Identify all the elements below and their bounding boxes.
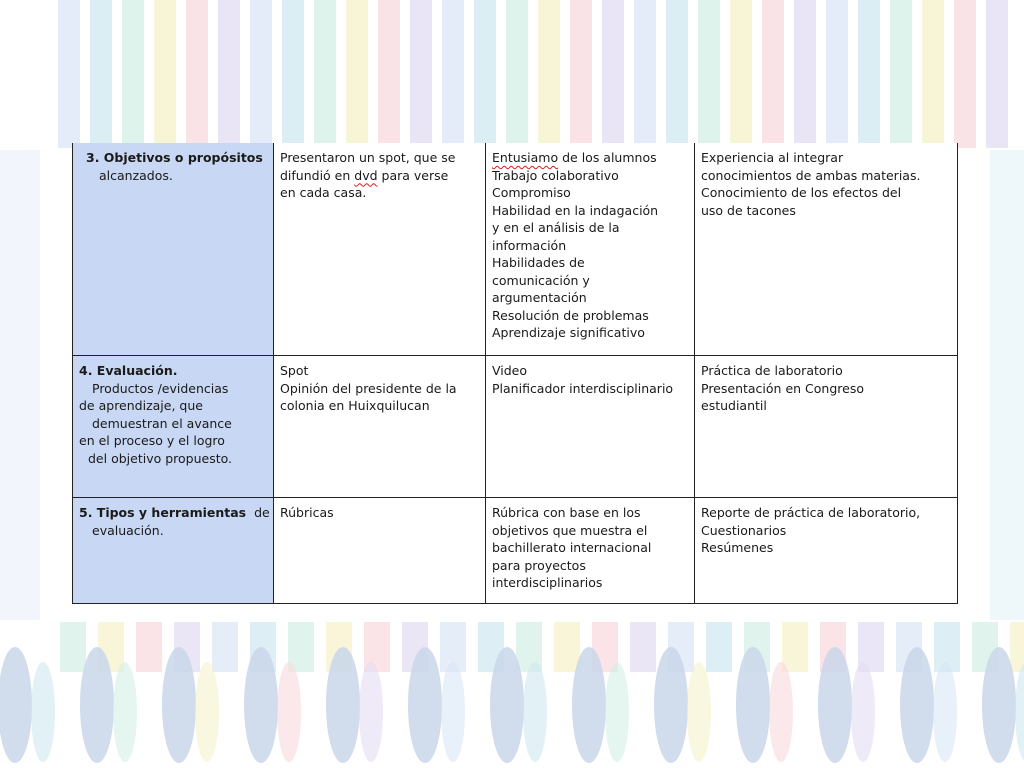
row-label-line: de aprendizaje, que [79,398,203,413]
decor-oval [80,647,114,763]
decor-oval [900,647,934,763]
cell-line: colonia en Huixquilucan [280,398,430,413]
cell-line: Cuestionarios [701,522,787,538]
table-cell [695,356,958,498]
table-cell [274,143,486,356]
decor-stripe [986,0,1008,148]
decor-stripe [990,150,1024,620]
row-label-line: alcanzados. [99,167,173,183]
decor-oval [441,662,465,762]
decor-stripe [410,0,432,148]
cell-line [492,149,689,167]
decor-stripe [1010,622,1024,672]
decor-stripe [154,0,176,148]
table-cell [486,143,695,356]
decor-stripe [122,0,144,148]
cell-line: Video [492,363,528,378]
spellcheck-word: Entusiamo [492,150,559,165]
cell-line: Resolución de problemas [492,307,649,323]
decor-oval [0,647,32,763]
decor-oval [1015,662,1024,762]
decor-stripe [730,0,752,148]
row-label-line: Productos /evidencias [92,380,229,396]
cell-line: Presentación en Congreso [701,380,864,396]
decor-oval [605,662,629,762]
decor-stripe [554,622,580,672]
cell-line: objetivos que muestra el [492,522,648,538]
spellcheck-word: dvd [354,167,378,183]
table-cell [486,498,695,604]
decor-stripe [538,0,560,148]
cell-text: de los alumnos [558,150,657,165]
table-cell [486,356,695,498]
decor-stripe [506,0,528,148]
decor-stripe [250,0,272,148]
decor-stripe [922,0,944,148]
cell-line: y en el análisis de la [492,220,620,235]
row-label-title-tail: de [246,505,270,520]
decor-stripe [602,0,624,148]
decor-stripe [634,0,656,148]
decor-oval [933,662,957,762]
decor-oval [359,662,383,762]
decor-oval [687,662,711,762]
decor-stripe [706,622,732,672]
decor-stripe [762,0,784,148]
row-label-line: evaluación. [92,522,164,538]
decor-oval [818,647,852,763]
cell-line: Reporte de práctica de laboratorio, [701,505,921,520]
table-cell [695,143,958,356]
cell-line: Spot [280,363,309,378]
cell-line: conocimientos de ambas materias. [701,167,921,183]
table-cell [274,498,486,604]
decor-oval [277,662,301,762]
cell-line: Resúmenes [701,540,774,555]
decor-stripe [890,0,912,148]
row-label-line: en el proceso y el logro [79,433,225,448]
decor-stripe [90,0,112,148]
cell-text: para verse [377,167,449,183]
decor-stripe [314,0,336,148]
row-label-title: 3. Objetivos o propósitos [86,150,263,165]
cell-line: Planificador interdisciplinario [492,380,674,396]
decor-stripe [136,622,162,672]
decor-oval [572,647,606,763]
cell-line: para proyectos [492,557,586,573]
decor-oval [523,662,547,762]
decor-stripe [346,0,368,148]
decor-oval [408,647,442,763]
decor-stripe [218,0,240,148]
cell-line: Compromiso [492,185,571,200]
cell-line: bachillerato internacional [492,540,652,555]
cell-line: Práctica de laboratorio [701,363,843,378]
decor-stripe [474,0,496,148]
decor-stripe [954,0,976,148]
decor-oval [654,647,688,763]
cell-line: comunicación y [492,272,590,288]
cell-line: información [492,237,567,253]
decor-stripe [0,150,40,620]
decor-stripe [794,0,816,148]
decor-stripe [782,622,808,672]
cell-line: Opinión del presidente de la [280,380,457,396]
decor-stripe [630,622,656,672]
decor-oval [851,662,875,762]
row-label-title: 5. Tipos y herramientas [79,505,247,520]
row-label-line: demuestran el avance [92,415,232,431]
cell-line: argumentación [492,290,587,305]
decor-oval [326,647,360,763]
row-label-objetivos [73,143,274,356]
cell-line: Rúbricas [280,505,334,520]
table-cell [274,356,486,498]
decor-stripe [378,0,400,148]
table-cell [695,498,958,604]
cell-line: Habilidad en la indagación [492,202,659,218]
cell-line: interdisciplinarios [492,575,603,590]
decor-oval [982,647,1016,763]
decor-oval [244,647,278,763]
decor-oval [736,647,770,763]
table-row [73,498,958,604]
decor-stripe [666,0,688,148]
decor-oval [162,647,196,763]
decor-stripe [858,0,880,148]
cell-line: Aprendizaje significativo [492,325,645,340]
decor-stripe [698,0,720,148]
table-row [73,143,958,356]
cell-line: Habilidades de [492,255,585,270]
row-label-title-line [79,504,268,522]
table-row [73,356,958,498]
cell-text: difundió en [280,167,355,183]
row-label-title: 4. Evaluación. [79,363,178,378]
decor-oval [769,662,793,762]
project-evaluation-table [72,143,958,604]
cell-line: Presentaron un spot, que se [280,150,456,165]
decor-stripe [282,0,304,148]
row-label-line: del objetivo propuesto. [88,450,233,466]
decor-stripe [186,0,208,148]
decor-stripe [60,622,86,672]
cell-line: Experiencia al integrar [701,150,844,165]
decor-oval [195,662,219,762]
cell-line [280,167,480,185]
decor-stripe [442,0,464,148]
row-label-evaluacion [73,356,274,498]
cell-line: Trabajo colaborativo [492,167,619,183]
decor-stripe [58,0,80,148]
decor-stripe [826,0,848,148]
row-label-tipos [73,498,274,604]
cell-line: en cada casa. [280,185,367,200]
cell-line: uso de tacones [701,202,796,218]
cell-line: Conocimiento de los efectos del [701,185,902,200]
decor-oval [113,662,137,762]
decor-stripe [570,0,592,148]
decor-oval [31,662,55,762]
decor-stripe [212,622,238,672]
decor-oval [490,647,524,763]
cell-line: Rúbrica con base en los [492,505,641,520]
cell-line: estudiantil [701,398,767,413]
